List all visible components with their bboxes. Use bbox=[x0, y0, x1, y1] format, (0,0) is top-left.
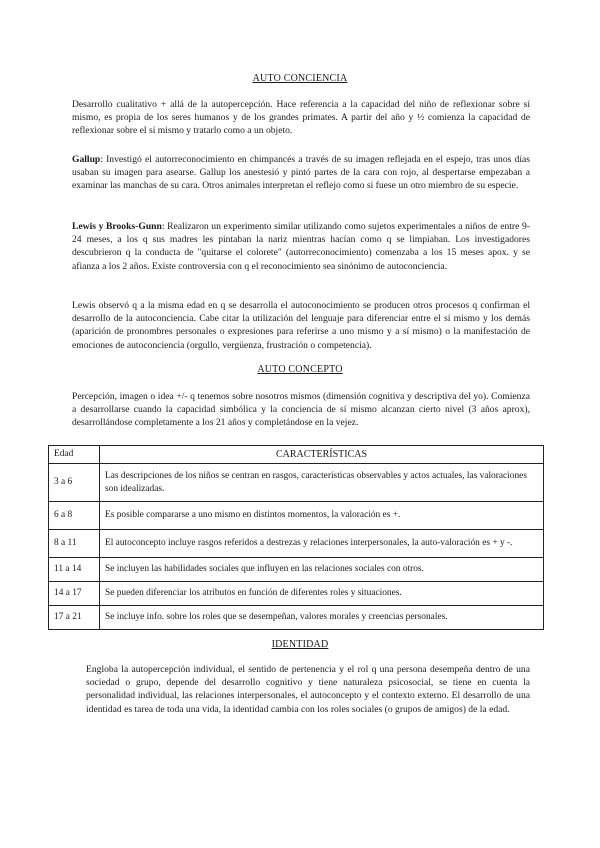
table-cell-age: 11 a 14 bbox=[49, 558, 100, 582]
paragraph-lewis-observation: Lewis observó q a la misma edad en q se desarrolla el autoconocimiento se producen otros procesos q confirman el desarrollo de la autoconciencia. Cabe citar la utilización del lenguaje para diferenciar entre el sí mismo y los demás (aparición de pronombres personales o expresiones para referirse a uno mismo y a sí mismo) o la manifestación de emociones de autoconciencia (orgullo, vergüenza, frustración o competencia). bbox=[72, 300, 530, 351]
heading-autoconcepto: AUTO CONCEPTO bbox=[257, 364, 343, 375]
table-cell-text: Se incluye info. sobre los roles que se desempeñan, valores morales y creencias personales. bbox=[100, 606, 544, 630]
table-cell-text: Se pueden diferenciar los atributos en función de diferentes roles y situaciones. bbox=[100, 582, 544, 606]
table-cell-text: Las descripciones de los niños se centran en rasgos, características observables y actos actuales, las valoraciones son idealizadas. bbox=[100, 464, 544, 502]
table-header-row bbox=[49, 446, 544, 464]
table-cell-age: 17 a 21 bbox=[49, 606, 100, 630]
table-cell-text: Se incluyen las habilidades sociales que influyen en las relaciones sociales con otros. bbox=[100, 558, 544, 582]
lewis-brooks-name: Lewis y Brooks-Gunn bbox=[72, 221, 162, 232]
table-cell-text: Es posible compararse a uno mismo en distintos momentos, la valoración es +. bbox=[100, 502, 544, 530]
table-cell-age: 14 a 17 bbox=[49, 582, 100, 606]
table-row bbox=[49, 530, 544, 558]
paragraph-lewis-brooks bbox=[72, 220, 530, 273]
heading-identidad: IDENTIDAD bbox=[271, 639, 329, 650]
table-row bbox=[49, 502, 544, 530]
table-row bbox=[49, 606, 544, 630]
table-row bbox=[49, 582, 544, 606]
lewis-brooks-text: : Realizaron un experimento similar utilizando como sujetos experimentales a niños de entre 9-24 meses, a los q sus madres les pintaban la nariz mientras hacían como q se limpiaban. Los investigadores descubrieron q la conducta de "quitarse el colorete" (autorreconocimiento) comenzaba a los 15 meses apox. y se afianza a los 2 años. Existe controversia con q el reconocimiento sea sinónimo de autoconciencia. bbox=[72, 221, 530, 272]
gallup-text: : Investigó el autorreconocimiento en chimpancés a través de su imagen reflejada en el espejo, tras unos días usaban su imagen para asearse. Gallup los anestesió y pintó partes de la cara con rojo, al despertarse empezaban a examinar las manchas de su cara. Otros animales interpretan el reflejo como si fuese un otro miembro de su especie. bbox=[72, 154, 530, 192]
table-cell-text: El autoconcepto incluye rasgos referidos a destrezas y relaciones interpersonales, la auto-valoración es + y -. bbox=[100, 530, 544, 558]
paragraph-autoconciencia-intro: Desarrollo cualitativo + allá de la autopercepción. Hace referencia a la capacidad del niño de reflexionar sobre sí mismo, es propia de los seres humanos y de los grandes primates. A partir del año y ½ comienza la capacidad de reflexionar sobre el sí mismo y tratarlo como a un objeto. bbox=[72, 99, 530, 137]
autoconcepto-table bbox=[48, 445, 544, 630]
gallup-name: Gallup bbox=[72, 154, 101, 165]
table-cell-age: 3 a 6 bbox=[49, 464, 100, 502]
table-row bbox=[49, 558, 544, 582]
table-header-age: Edad bbox=[49, 446, 100, 464]
paragraph-identidad: Engloba la autopercepción individual, el sentido de pertenencia y el rol q una persona desempeña dentro de una sociedad o grupo, depende del desarrollo cognitivo y tiene naturaleza psicosocial, se tiene en cuenta la personalidad individual, las relaciones interpersonales, el autoconcepto y el contexto externo. El desarrollo de una identidad es tarea de toda una vida, la identidad cambia con los roles sociales (o grupos de amigos) de la edad. bbox=[86, 664, 530, 715]
table-cell-age: 6 a 8 bbox=[49, 502, 100, 530]
table-row bbox=[49, 464, 544, 502]
table-cell-age: 8 a 11 bbox=[49, 530, 100, 558]
heading-autoconciencia: AUTO CONCIENCIA bbox=[252, 73, 348, 84]
table-header-characteristics: CARACTERÍSTICAS bbox=[100, 446, 544, 464]
paragraph-autoconcepto: Percepción, imagen o idea +/- q tenemos sobre nosotros mismos (dimensión cognitiva y descriptiva del yo). Comienza a desarrollarse cuando la capacidad simbólica y la conciencia de sí mismo alcanzan cierto nivel (3 años aprox), desarrollándose completamente a los 21 años y completándose en la vejez. bbox=[72, 391, 530, 429]
paragraph-gallup bbox=[72, 153, 530, 193]
